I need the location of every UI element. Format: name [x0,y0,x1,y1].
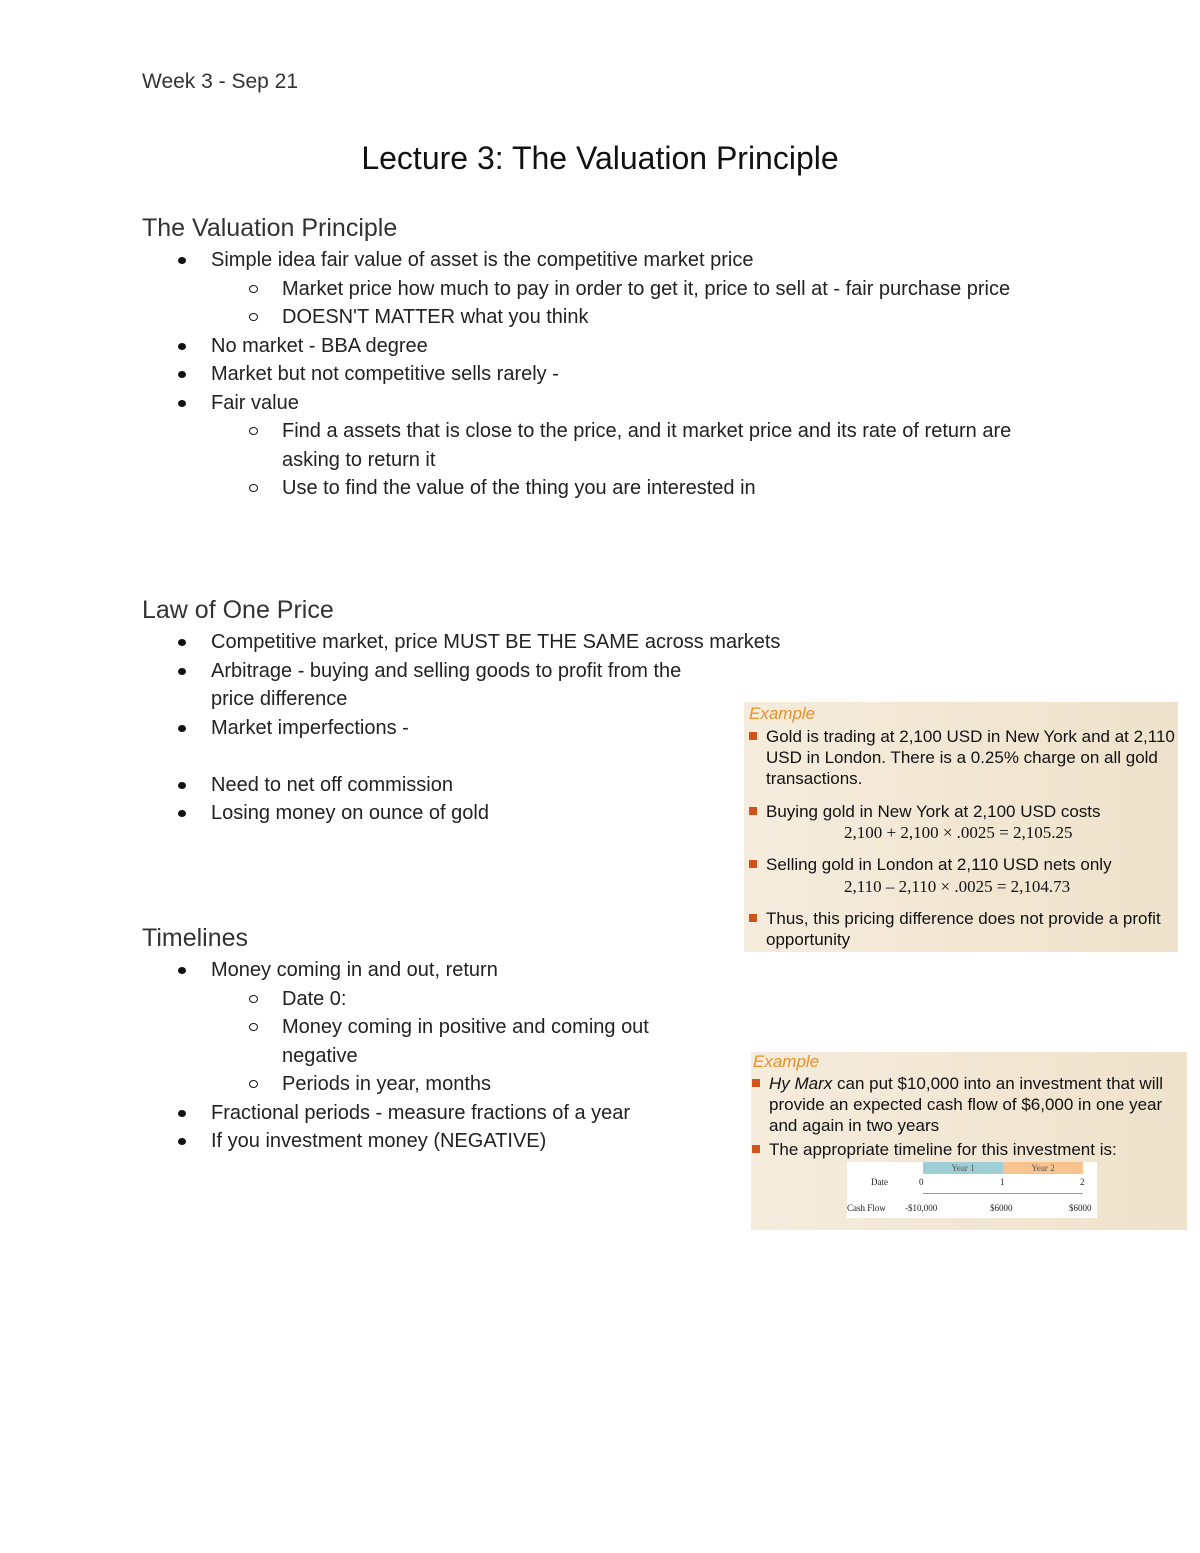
date-2: 2 [1080,1177,1085,1187]
page-date-header: Week 3 - Sep 21 [142,70,299,93]
sub-list-item: Periods in year, months [211,1070,1042,1099]
date-label: Date [871,1177,888,1187]
year-2-band: Year 2 [1003,1162,1083,1174]
slide-bullet: Hy Marx can put $10,000 into an investment that will provide an expected cash flow of $6,000 in one year and again in two years [769,1073,1184,1136]
cash-flow-1: $6000 [990,1203,1013,1213]
sub-list-item: Money coming in positive and coming out negative [211,1013,687,1070]
formula: 2,100 + 2,100 × .0025 = 2,105.25 [844,823,1073,842]
example-slide-timeline [751,1052,1187,1230]
list-item: Losing money on ounce of gold [142,799,1042,828]
list-item: Fractional periods - measure fractions of a year [142,1099,1042,1128]
list-item: Competitive market, price MUST BE THE SAME across markets [142,628,1042,657]
slide-bullet: The appropriate timeline for this investment is: [769,1139,1184,1160]
bullet-list [142,246,1042,503]
slide-bullet: Buying gold in New York at 2,100 USD costs [766,801,1176,822]
person-name: Hy Marx [769,1074,833,1093]
timeline-diagram [847,1162,1097,1218]
sub-list-item: Use to find the value of the thing you are interested in [211,474,1042,503]
slide-bullet: Selling gold in London at 2,110 USD nets only [766,854,1176,875]
timeline-axis [923,1193,1083,1194]
list-item: Arbitrage - buying and selling goods to profit from the price difference [142,657,721,714]
date-1: 1 [1000,1177,1005,1187]
formula: 2,110 – 2,110 × .0025 = 2,104.73 [844,877,1071,896]
sub-list-item: Date 0: [211,985,1042,1014]
example-title: Example [749,704,816,723]
list-item: Market imperfections - [142,714,1042,743]
year-1-band: Year 1 [923,1162,1003,1174]
list-item: No market - BBA degree [142,332,1042,361]
list-item: Money coming in and out, return Date 0: Money coming in positive and coming out negative Periods in year, months [142,956,1042,1099]
slide-bullet: Thus, this pricing difference does not provide a profit opportunity [766,908,1176,950]
cash-flow-0: -$10,000 [905,1203,938,1213]
section-valuation-principle [142,210,1042,503]
slide-bullet: Gold is trading at 2,100 USD in New York and at 2,110 USD in London. There is a 0.25% charge on all gold transactions. [766,727,1175,788]
list-item: If you investment money (NEGATIVE) [142,1127,1042,1156]
sub-list-item: Find a assets that is close to the price, and it market price and its rate of return are asking to return it [211,417,1042,474]
page-title: Lecture 3: The Valuation Principle [361,140,839,176]
section-heading: Law of One Price [142,596,334,624]
section-heading: Timelines [142,924,249,952]
sub-list-item: Market price how much to pay in order to get it, price to sell at - fair purchase price [211,275,1042,304]
cash-flow-label: Cash Flow [847,1203,886,1213]
sub-list-item: DOESN'T MATTER what you think [211,303,1042,332]
section-heading: The Valuation Principle [142,214,398,242]
example-slide-gold [744,702,1178,952]
cash-flow-2: $6000 [1069,1203,1092,1213]
date-0: 0 [919,1177,924,1187]
list-item: Simple idea fair value of asset is the competitive market price Market price how much to pay in order to get it, price to sell at - fair purchase price DOESN'T MATTER what you think [142,246,1042,332]
list-item: Market but not competitive sells rarely - [142,360,1042,389]
list-item: Fair value Find a assets that is close to the price, and it market price and its rate of return are asking to return it Use to find the value of the thing you are interested in [142,389,1042,503]
example-title: Example [753,1052,820,1071]
list-item: Need to net off commission [142,771,1042,800]
